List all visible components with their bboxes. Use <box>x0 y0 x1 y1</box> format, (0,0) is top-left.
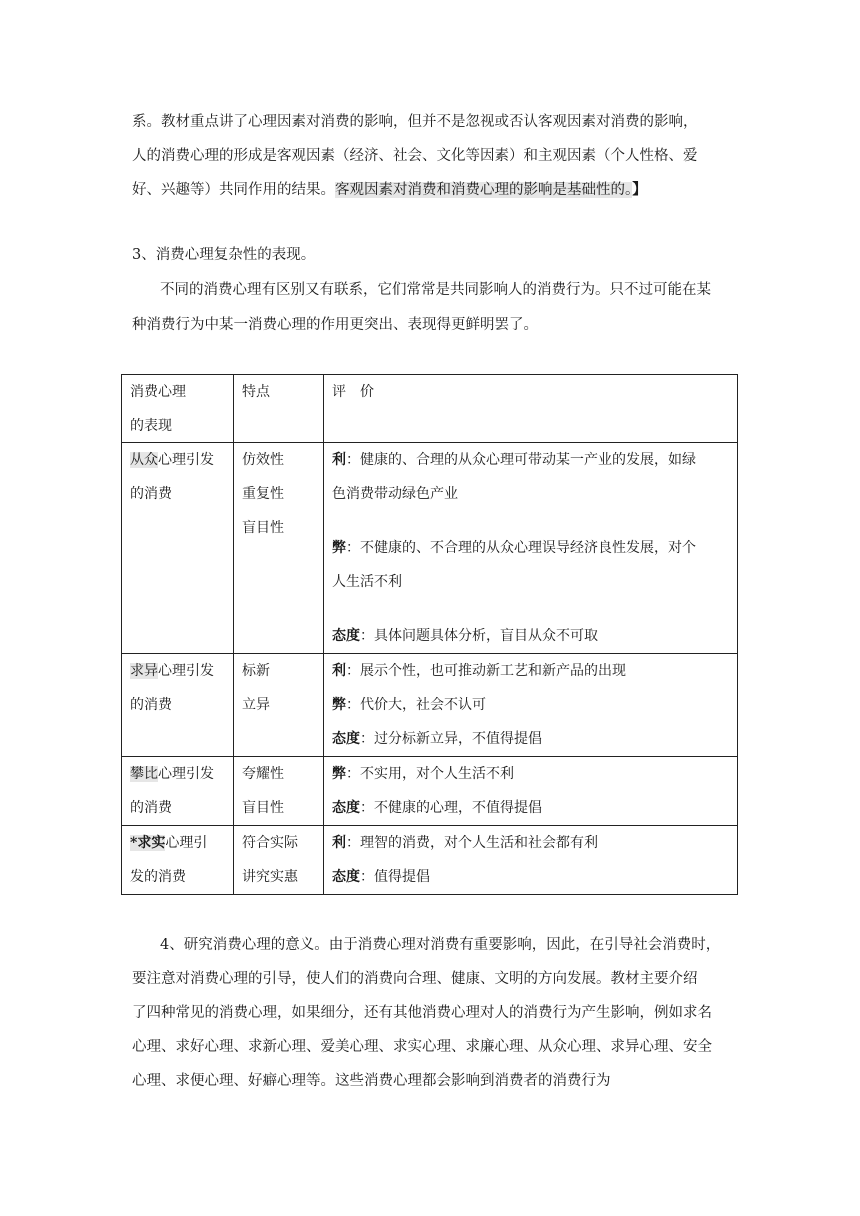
header-manifestation-line-2: 的表现 <box>130 418 172 434</box>
row-3-trait: 盲目性 <box>242 800 284 816</box>
row-1-name-highlight: 从众 <box>130 452 158 468</box>
row-2-trait: 标新 <box>242 663 270 679</box>
row-2-traits <box>234 654 324 757</box>
row-1-attitude-label: 态度 <box>332 628 360 644</box>
row-1-con-label: 弊 <box>332 540 346 556</box>
table-header-row <box>122 375 738 443</box>
section3-heading: 3、消费心理复杂性的表现。 <box>132 247 316 263</box>
header-traits-label: 特点 <box>242 384 270 400</box>
row-3-trait: 夸耀性 <box>242 766 284 782</box>
row-2-attitude-label: 态度 <box>332 731 360 747</box>
section4-line-3: 了四种常见的消费心理，如果细分，还有其他消费心理对人的消费行为产生影响，例如求名 <box>132 1005 712 1021</box>
row-2-name-line-2: 的消费 <box>130 697 172 713</box>
intro-highlight: 客观因素对消费和消费心理的影响是基础性的。 <box>335 182 633 198</box>
row-3-evaluation <box>324 757 738 826</box>
row-3-name-line-2: 的消费 <box>130 800 172 816</box>
row-1-pro-text: ：健康的、合理的从众心理可带动某一产业的发展，如绿 <box>346 452 696 468</box>
row-1-trait: 盲目性 <box>242 520 284 536</box>
header-evaluation-label: 评 价 <box>332 384 374 400</box>
intro-line-3 <box>132 180 647 200</box>
row-4-name-highlight: *求实 <box>130 835 166 851</box>
table-row <box>122 443 738 654</box>
header-manifestation-line-1: 消费心理 <box>130 384 186 400</box>
row-3-name-highlight: 攀比 <box>130 766 158 782</box>
row-1-pro-text-line-2: 色消费带动绿色产业 <box>332 486 458 502</box>
row-2-con-text: ：代价大，社会不认可 <box>346 697 486 713</box>
intro-line-1: 系。教材重点讲了心理因素对消费的影响，但并不是忽视或否认客观因素对消费的影响， <box>132 114 698 130</box>
row-1-con-text: ：不健康的、不合理的从众心理误导经济良性发展，对个 <box>346 540 696 556</box>
row-4-name-line-2: 发的消费 <box>130 869 186 885</box>
row-1-traits <box>234 443 324 654</box>
row-2-name-rest: 心理引发 <box>158 663 214 679</box>
consumer-psychology-table <box>121 374 738 895</box>
intro-line-2: 人的消费心理的形成是客观因素（经济、社会、文化等因素）和主观因素（个人性格、爱 <box>132 148 698 164</box>
row-2-name <box>122 654 234 757</box>
row-4-evaluation <box>324 826 738 895</box>
section4-line-4: 心理、求好心理、求新心理、爱美心理、求实心理、求廉心理、从众心理、求异心理、安全 <box>132 1039 712 1055</box>
intro-line-3-start: 好、兴趣等）共同作用的结果。 <box>132 182 335 198</box>
row-3-attitude-text: ：不健康的心理，不值得提倡 <box>360 800 542 816</box>
section4-line-5: 心理、求便心理、好癖心理等。这些消费心理都会影响到消费者的消费行为 <box>132 1073 611 1089</box>
row-1-trait: 重复性 <box>242 486 284 502</box>
row-3-con-label: 弊 <box>332 766 346 782</box>
row-3-attitude-label: 态度 <box>332 800 360 816</box>
row-1-name-rest: 心理引发 <box>158 452 214 468</box>
row-4-trait: 符合实际 <box>242 835 298 851</box>
row-1-name-line-2: 的消费 <box>130 486 172 502</box>
row-1-pro-label: 利 <box>332 452 346 468</box>
table-row <box>122 826 738 895</box>
intro-close-bracket: 】 <box>632 181 647 198</box>
row-2-attitude-text: ：过分标新立异，不值得提倡 <box>360 731 542 747</box>
row-3-name-rest: 心理引发 <box>158 766 214 782</box>
table-row <box>122 654 738 757</box>
row-1-attitude-text: ：具体问题具体分析，盲目从众不可取 <box>360 628 598 644</box>
row-2-trait: 立异 <box>242 697 270 713</box>
header-manifestation <box>122 375 234 443</box>
section3-para-line-1: 不同的消费心理有区别又有联系，它们常常是共同影响人的消费行为。只不过可能在某 <box>160 282 711 298</box>
row-3-con-text: ：不实用，对个人生活不利 <box>346 766 514 782</box>
table-row <box>122 757 738 826</box>
row-2-name-highlight: 求异 <box>130 663 158 679</box>
header-traits <box>234 375 324 443</box>
row-3-name <box>122 757 234 826</box>
row-2-pro-label: 利 <box>332 663 346 679</box>
row-2-con-label: 弊 <box>332 697 346 713</box>
row-1-name <box>122 443 234 654</box>
row-1-trait: 仿效性 <box>242 452 284 468</box>
header-evaluation <box>324 375 738 443</box>
row-4-pro-label: 利 <box>332 835 346 851</box>
row-2-pro-text: ：展示个性，也可推动新工艺和新产品的出现 <box>346 663 626 679</box>
row-4-trait: 讲究实惠 <box>242 869 298 885</box>
section4-line-2: 要注意对消费心理的引导，使人们的消费向合理、健康、文明的方向发展。教材主要介绍 <box>132 971 698 987</box>
row-4-attitude-label: 态度 <box>332 869 360 885</box>
row-2-evaluation <box>324 654 738 757</box>
row-4-traits <box>234 826 324 895</box>
row-4-name-rest: 心理引 <box>165 835 208 851</box>
row-4-name <box>122 826 234 895</box>
row-1-con-text-line-2: 人生活不利 <box>332 574 402 590</box>
row-4-pro-text: ：理智的消费，对个人生活和社会都有利 <box>346 835 598 851</box>
section3-para-line-2: 种消费行为中某一消费心理的作用更突出、表现得更鲜明罢了。 <box>132 317 538 333</box>
row-1-evaluation <box>324 443 738 654</box>
row-4-attitude-text: ：值得提倡 <box>360 869 430 885</box>
section4-line-1: 4、研究消费心理的意义。由于消费心理对消费有重要影响，因此，在引导社会消费时， <box>160 937 721 953</box>
row-3-traits <box>234 757 324 826</box>
